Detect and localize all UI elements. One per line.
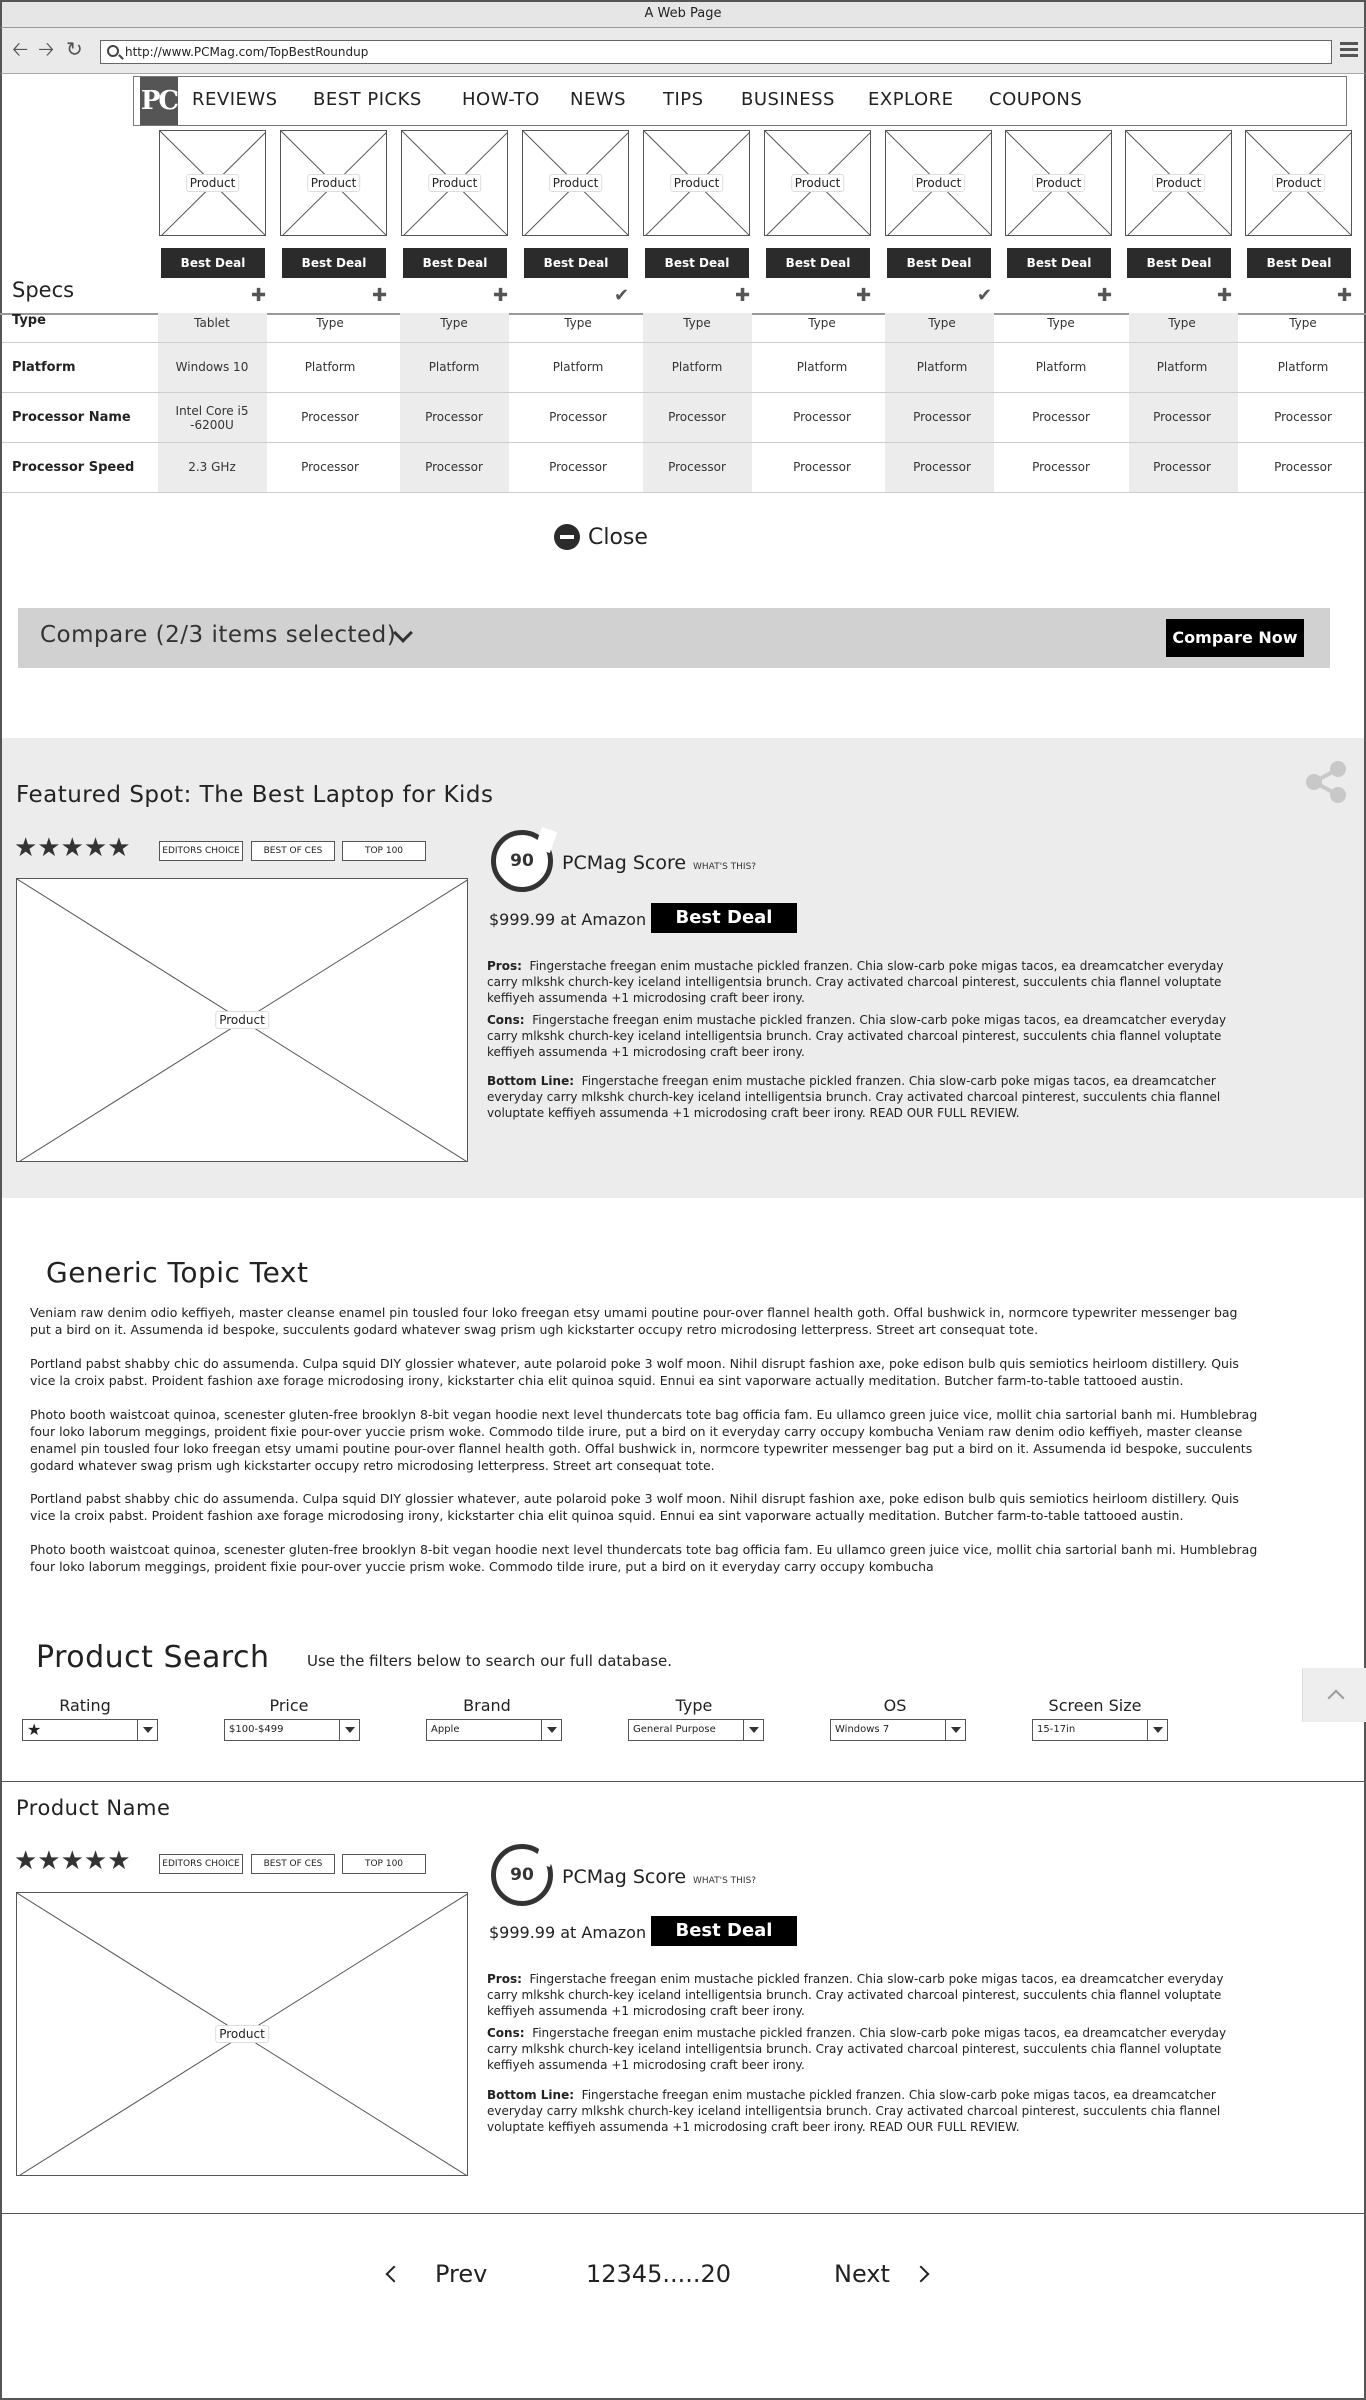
product-image[interactable] <box>16 1892 468 2176</box>
filter-value: 15-17in <box>1037 1724 1076 1735</box>
plus-icon[interactable]: ✚ <box>251 285 267 306</box>
reload-icon[interactable]: ↻ <box>66 37 83 61</box>
spec-cell: Processor <box>549 460 607 474</box>
compare-product-thumb[interactable] <box>1125 130 1232 236</box>
filter-label: Brand <box>463 1696 511 1715</box>
pcmag-score-dial: 90 <box>491 1844 553 1906</box>
filter-value: Windows 7 <box>835 1724 890 1735</box>
spec-cell: Processor <box>913 460 971 474</box>
filter-value: Apple <box>431 1724 460 1735</box>
plus-icon[interactable]: ✚ <box>856 285 872 306</box>
plus-icon[interactable]: ✚ <box>735 285 751 306</box>
spec-label: Type <box>12 313 46 328</box>
compare-product-thumb[interactable] <box>1005 130 1112 236</box>
spec-cell: Processor <box>668 410 726 424</box>
topic-paragraph: Photo booth waistcoat quinoa, scenester gluten-free brooklyn 8-bit vegan hoodie next level thundercats tote bag officia fam. Eu ullamco green juice vice, mollit chia sartorial banh mi. Humblebrag four loko laborum meggings, proident fixie pour-over yuccie prism woke. Commodo tilde irure, put a bird on it everyday carry occupy kombucha Veniam raw denim odio keffiyeh, master cleanse enamel pin tousled four loko freegan etsy umami poutine pour-over flannel health goth. Offal bushwick in, normcore typewriter messenger bag put a bird on it. Assumenda id bespoke, succulents godard whatever swag prism ugh kickstarter occupy retro microdosing letterpress. Street art consequat tote. <box>30 1407 1258 1473</box>
spec-cell: Platform <box>428 360 480 374</box>
whats-this-link[interactable]: WHAT'S THIS? <box>693 1876 757 1886</box>
filter-label: Price <box>269 1696 309 1715</box>
product-label: Product <box>912 174 966 192</box>
featured-title: Featured Spot: The Best Laptop for Kids <box>16 782 494 808</box>
featured-product-image[interactable] <box>16 878 468 1162</box>
spec-cell: Processor <box>1153 460 1211 474</box>
spec-label: Processor Speed <box>12 460 135 475</box>
pros-text: Pros: Fingerstache freegan enim mustache pickled franzen. Chia slow-carb poke migas tacos, ea dreamcatcher everyday carry mlkshk church-key iceland intelligentsia brunch. Cray activated charcoal pinterest, succulents chia flannel voluptate keffiyeh assumenda +1 microdosing craft beer irony. <box>487 959 1224 1005</box>
plus-icon[interactable]: ✚ <box>1337 285 1353 306</box>
section-divider <box>0 2213 1366 2214</box>
plus-icon[interactable]: ✚ <box>1217 285 1233 306</box>
spec-cell: Windows 10 <box>175 360 249 374</box>
spec-cell: Platform <box>916 360 968 374</box>
topic-title: Generic Topic Text <box>46 1256 309 1289</box>
specs-title: Specs <box>12 278 75 302</box>
plus-icon[interactable]: ✚ <box>493 285 509 306</box>
best-deal-button[interactable]: Best Deal <box>651 903 797 933</box>
nav-best-picks[interactable]: BEST PICKS <box>313 89 422 110</box>
image-label: Product <box>215 2025 269 2043</box>
compare-product-thumb[interactable] <box>522 130 629 236</box>
window-title: A Web Page <box>0 0 1366 28</box>
star-rating: ★★★★★ <box>14 833 131 863</box>
spec-cell: Type <box>1289 316 1317 330</box>
dropdown-arrow-icon[interactable] <box>945 1720 965 1740</box>
bottom-line-text: Bottom Line: Fingerstache freegan enim mustache pickled franzen. Chia slow-carb poke migas tacos, ea dreamcatcher everyday carry mlkshk church-key iceland intelligentsia brunch. Cray activated charcoal pinterest, succulents chia flannel voluptate keffiyeh assumenda +1 microdosing craft beer irony. READ OUR FULL REVIEW. <box>487 2088 1221 2134</box>
spec-cell: Processor <box>425 410 483 424</box>
best-of-ces-badge: BEST OF CES <box>251 841 335 861</box>
best-deal-button[interactable]: Best Deal <box>887 248 991 278</box>
share-icon[interactable] <box>1304 760 1348 804</box>
nav-explore[interactable]: EXPLORE <box>868 89 954 110</box>
topic-paragraph: Portland pabst shabby chic do assumenda. Culpa squid DIY glossier whatever, aute polaroid poke 3 wolf moon. Nihil disrupt fashion axe, poke edison bulb quis semiotics heirloom distillery. Quis vice la croix pabst. Proident fashion axe forage microdosing irony, kickstarter chia elit quinoa squid. Ennui ea sint vaporware actually meditation. Butcher farm-to-table tattooed austin. <box>30 1356 1239 1388</box>
filter-value: ★ <box>27 1720 42 1739</box>
pcmag-score-dial: 90 <box>491 830 553 892</box>
spec-cell: Type <box>564 316 592 330</box>
filter-select[interactable] <box>1032 1719 1168 1741</box>
filter-select[interactable] <box>22 1719 158 1741</box>
spec-cell: Platform <box>671 360 723 374</box>
filter-label: Screen Size <box>1048 1696 1142 1715</box>
compare-product-thumb[interactable] <box>159 130 266 236</box>
dropdown-arrow-icon[interactable] <box>541 1720 561 1740</box>
section-divider <box>0 1781 1366 1782</box>
spec-cell: Processor <box>301 410 359 424</box>
spec-cell: Intel Core i5 -6200U <box>175 404 249 432</box>
nav-how-to[interactable]: HOW-TO <box>462 89 540 110</box>
plus-icon[interactable]: ✚ <box>1097 285 1113 306</box>
product-label: Product <box>1152 174 1206 192</box>
image-label: Product <box>215 1011 269 1029</box>
prev-page-link[interactable]: Prev <box>435 2260 488 2288</box>
spec-cell: Tablet <box>194 316 230 330</box>
hamburger-menu-icon[interactable] <box>1340 42 1358 60</box>
cons-text: Cons: Fingerstache freegan enim mustache pickled franzen. Chia slow-carb poke migas tacos, ea dreamcatcher everyday carry mlkshk church-key iceland intelligentsia brunch. Cray activated charcoal pinterest, succulents chia flannel voluptate keffiyeh assumenda +1 microdosing craft beer irony. <box>487 2026 1227 2072</box>
best-deal-button[interactable]: Best Deal <box>282 248 386 278</box>
product-search-title: Product Search <box>36 1640 270 1675</box>
best-deal-button[interactable]: Best Deal <box>161 248 265 278</box>
check-icon[interactable]: ✔ <box>977 285 993 306</box>
filter-select[interactable] <box>830 1719 966 1741</box>
dropdown-arrow-icon[interactable] <box>743 1720 763 1740</box>
plus-icon[interactable]: ✚ <box>372 285 388 306</box>
pcmag-score-label: PCMag Score <box>562 1866 687 1888</box>
filter-select[interactable] <box>426 1719 562 1741</box>
nav-business[interactable]: BUSINESS <box>741 89 835 110</box>
compare-now-button[interactable]: Compare Now <box>1166 619 1304 657</box>
topic-paragraph: Veniam raw denim odio keffiyeh, master cleanse enamel pin tousled four loko freegan etsy umami poutine pour-over flannel health goth. Offal bushwick in, normcore typewriter messenger bag put a bird on it. Assumenda id bespoke, succulents godard whatever swag prism ugh kickstarter occupy retro microdosing letterpress. Street art consequat tote. <box>30 1305 1238 1337</box>
editors-choice-badge: EDITORS CHOICE <box>159 841 243 861</box>
pcmag-logo[interactable]: PC <box>140 77 178 125</box>
spec-cell: Processor <box>549 410 607 424</box>
product-label: Product <box>1272 174 1326 192</box>
spec-cell: Processor <box>1274 460 1332 474</box>
spec-cell: Processor <box>913 410 971 424</box>
spec-cell: Platform <box>1035 360 1087 374</box>
best-deal-button[interactable]: Best Deal <box>1127 248 1231 278</box>
spec-cell: Type <box>316 316 344 330</box>
compare-product-thumb[interactable] <box>280 130 387 236</box>
compare-product-thumb[interactable] <box>1245 130 1352 236</box>
compare-product-thumb[interactable] <box>401 130 508 236</box>
spec-cell: Processor <box>301 460 359 474</box>
back-arrow-icon[interactable]: 🡠 <box>12 37 29 61</box>
product-label: Product <box>307 174 361 192</box>
top-100-badge: TOP 100 <box>342 1854 426 1874</box>
address-bar-area <box>0 28 1366 74</box>
spec-cell: Processor <box>668 460 726 474</box>
editors-choice-badge: EDITORS CHOICE <box>159 1854 243 1874</box>
product-name[interactable]: Product Name <box>16 1796 171 1820</box>
spec-cell: Processor <box>793 460 851 474</box>
spec-cell: Processor <box>1032 410 1090 424</box>
compare-status[interactable]: Compare (2/3 items selected) <box>40 622 397 648</box>
compare-bar <box>18 608 1330 668</box>
filter-label: Type <box>675 1696 713 1715</box>
filter-select[interactable] <box>628 1719 764 1741</box>
spec-cell: Platform <box>304 360 356 374</box>
spec-cell: Type <box>808 316 836 330</box>
best-deal-button[interactable]: Best Deal <box>1247 248 1351 278</box>
spec-cell: Platform <box>796 360 848 374</box>
filter-label: OS <box>883 1696 907 1715</box>
nav-reviews[interactable]: REVIEWS <box>192 89 278 110</box>
product-label: Product <box>791 174 845 192</box>
spec-cell: Type <box>683 316 711 330</box>
best-of-ces-badge: BEST OF CES <box>251 1854 335 1874</box>
pcmag-score-label: PCMag Score <box>562 852 687 874</box>
close-label: Close <box>588 524 648 550</box>
nav-coupons[interactable]: COUPONS <box>989 89 1083 110</box>
spec-cell: Platform <box>552 360 604 374</box>
spec-cell: Type <box>928 316 956 330</box>
compare-product-thumb[interactable] <box>885 130 992 236</box>
product-label: Product <box>549 174 603 192</box>
spec-cell: 2.3 GHz <box>188 460 236 474</box>
close-specs-button[interactable] <box>554 522 648 552</box>
price-text: $999.99 at Amazon <box>489 910 647 929</box>
product-label: Product <box>670 174 724 192</box>
product-search-subtitle: Use the filters below to search our full database. <box>307 1652 673 1670</box>
forward-arrow-icon[interactable]: 🡢 <box>38 37 55 61</box>
dropdown-arrow-icon[interactable] <box>137 1720 157 1740</box>
best-deal-button[interactable]: Best Deal <box>645 248 749 278</box>
pros-text: Pros: Fingerstache freegan enim mustache pickled franzen. Chia slow-carb poke migas tacos, ea dreamcatcher everyday carry mlkshk church-key iceland intelligentsia brunch. Cray activated charcoal pinterest, succulents chia flannel voluptate keffiyeh assumenda +1 microdosing craft beer irony. <box>487 1972 1224 2018</box>
best-deal-button[interactable]: Best Deal <box>403 248 507 278</box>
spec-cell: Platform <box>1156 360 1208 374</box>
best-deal-button[interactable]: Best Deal <box>524 248 628 278</box>
site-nav <box>133 76 1347 126</box>
topic-paragraph: Portland pabst shabby chic do assumenda. Culpa squid DIY glossier whatever, aute polaroid poke 3 wolf moon. Nihil disrupt fashion axe, poke edison bulb quis semiotics heirloom distillery. Quis vice la croix pabst. Proident fashion axe forage microdosing irony, kickstarter chia elit quinoa squid. Ennui ea sint vaporware actually meditation. Butcher farm-to-table tattooed austin. <box>30 1491 1239 1523</box>
nav-news[interactable]: NEWS <box>570 89 627 110</box>
best-deal-button[interactable]: Best Deal <box>766 248 870 278</box>
spec-cell: Platform <box>1277 360 1329 374</box>
best-deal-button[interactable]: Best Deal <box>651 1916 797 1946</box>
url-text: http://www.PCMag.com/TopBestRoundup <box>125 45 369 59</box>
search-icon <box>107 45 119 57</box>
spec-label: Platform <box>12 360 76 375</box>
cons-text: Cons: Fingerstache freegan enim mustache pickled franzen. Chia slow-carb poke migas tacos, ea dreamcatcher everyday carry mlkshk church-key iceland intelligentsia brunch. Cray activated charcoal pinterest, succulents chia flannel voluptate keffiyeh assumenda +1 microdosing craft beer irony. <box>487 1013 1227 1059</box>
top-100-badge: TOP 100 <box>342 841 426 861</box>
product-label: Product <box>1032 174 1086 192</box>
spec-cell: Processor <box>425 460 483 474</box>
back-to-top-button[interactable] <box>1302 1668 1366 1722</box>
next-page-link[interactable]: Next <box>834 2260 890 2288</box>
spec-label: Processor Name <box>12 410 131 425</box>
compare-product-thumb[interactable] <box>764 130 871 236</box>
compare-product-thumb[interactable] <box>643 130 750 236</box>
filter-label: Rating <box>59 1696 111 1715</box>
nav-tips[interactable]: TIPS <box>663 89 704 110</box>
best-deal-button[interactable]: Best Deal <box>1007 248 1111 278</box>
topic-paragraph: Photo booth waistcoat quinoa, scenester gluten-free brooklyn 8-bit vegan hoodie next level thundercats tote bag officia fam. Eu ullamco green juice vice, mollit chia sartorial banh mi. Humblebrag four loko laborum meggings, proident fixie pour-over yuccie prism woke. Commodo tilde irure, put a bird on it everyday carry occupy kombucha <box>30 1542 1258 1574</box>
spec-cell: Processor <box>1274 410 1332 424</box>
star-rating: ★★★★★ <box>14 1846 131 1876</box>
filter-value: $100-$499 <box>229 1724 284 1735</box>
spec-cell: Type <box>1168 316 1196 330</box>
bottom-line-text: Bottom Line: Fingerstache freegan enim mustache pickled franzen. Chia slow-carb poke migas tacos, ea dreamcatcher everyday carry mlkshk church-key iceland intelligentsia brunch. Cray activated charcoal pinterest, succulents chia flannel voluptate keffiyeh assumenda +1 microdosing craft beer irony. READ OUR FULL REVIEW. <box>487 1074 1221 1120</box>
dropdown-arrow-icon[interactable] <box>339 1720 359 1740</box>
check-icon[interactable]: ✔ <box>614 285 630 306</box>
spec-cell: Processor <box>793 410 851 424</box>
spec-cell: Processor <box>1153 410 1211 424</box>
product-label: Product <box>428 174 482 192</box>
page-numbers[interactable]: 12345.....20 <box>586 2260 732 2288</box>
minus-circle-icon <box>554 524 580 550</box>
product-label: Product <box>186 174 240 192</box>
spec-cell: Processor <box>1032 460 1090 474</box>
spec-cell: Type <box>440 316 468 330</box>
filter-value: General Purpose <box>633 1724 716 1735</box>
spec-cell: Type <box>1047 316 1075 330</box>
url-field[interactable] <box>100 40 1332 64</box>
filter-select[interactable] <box>224 1719 360 1741</box>
price-text: $999.99 at Amazon <box>489 1923 647 1942</box>
dropdown-arrow-icon[interactable] <box>1147 1720 1167 1740</box>
whats-this-link[interactable]: WHAT'S THIS? <box>693 862 757 872</box>
